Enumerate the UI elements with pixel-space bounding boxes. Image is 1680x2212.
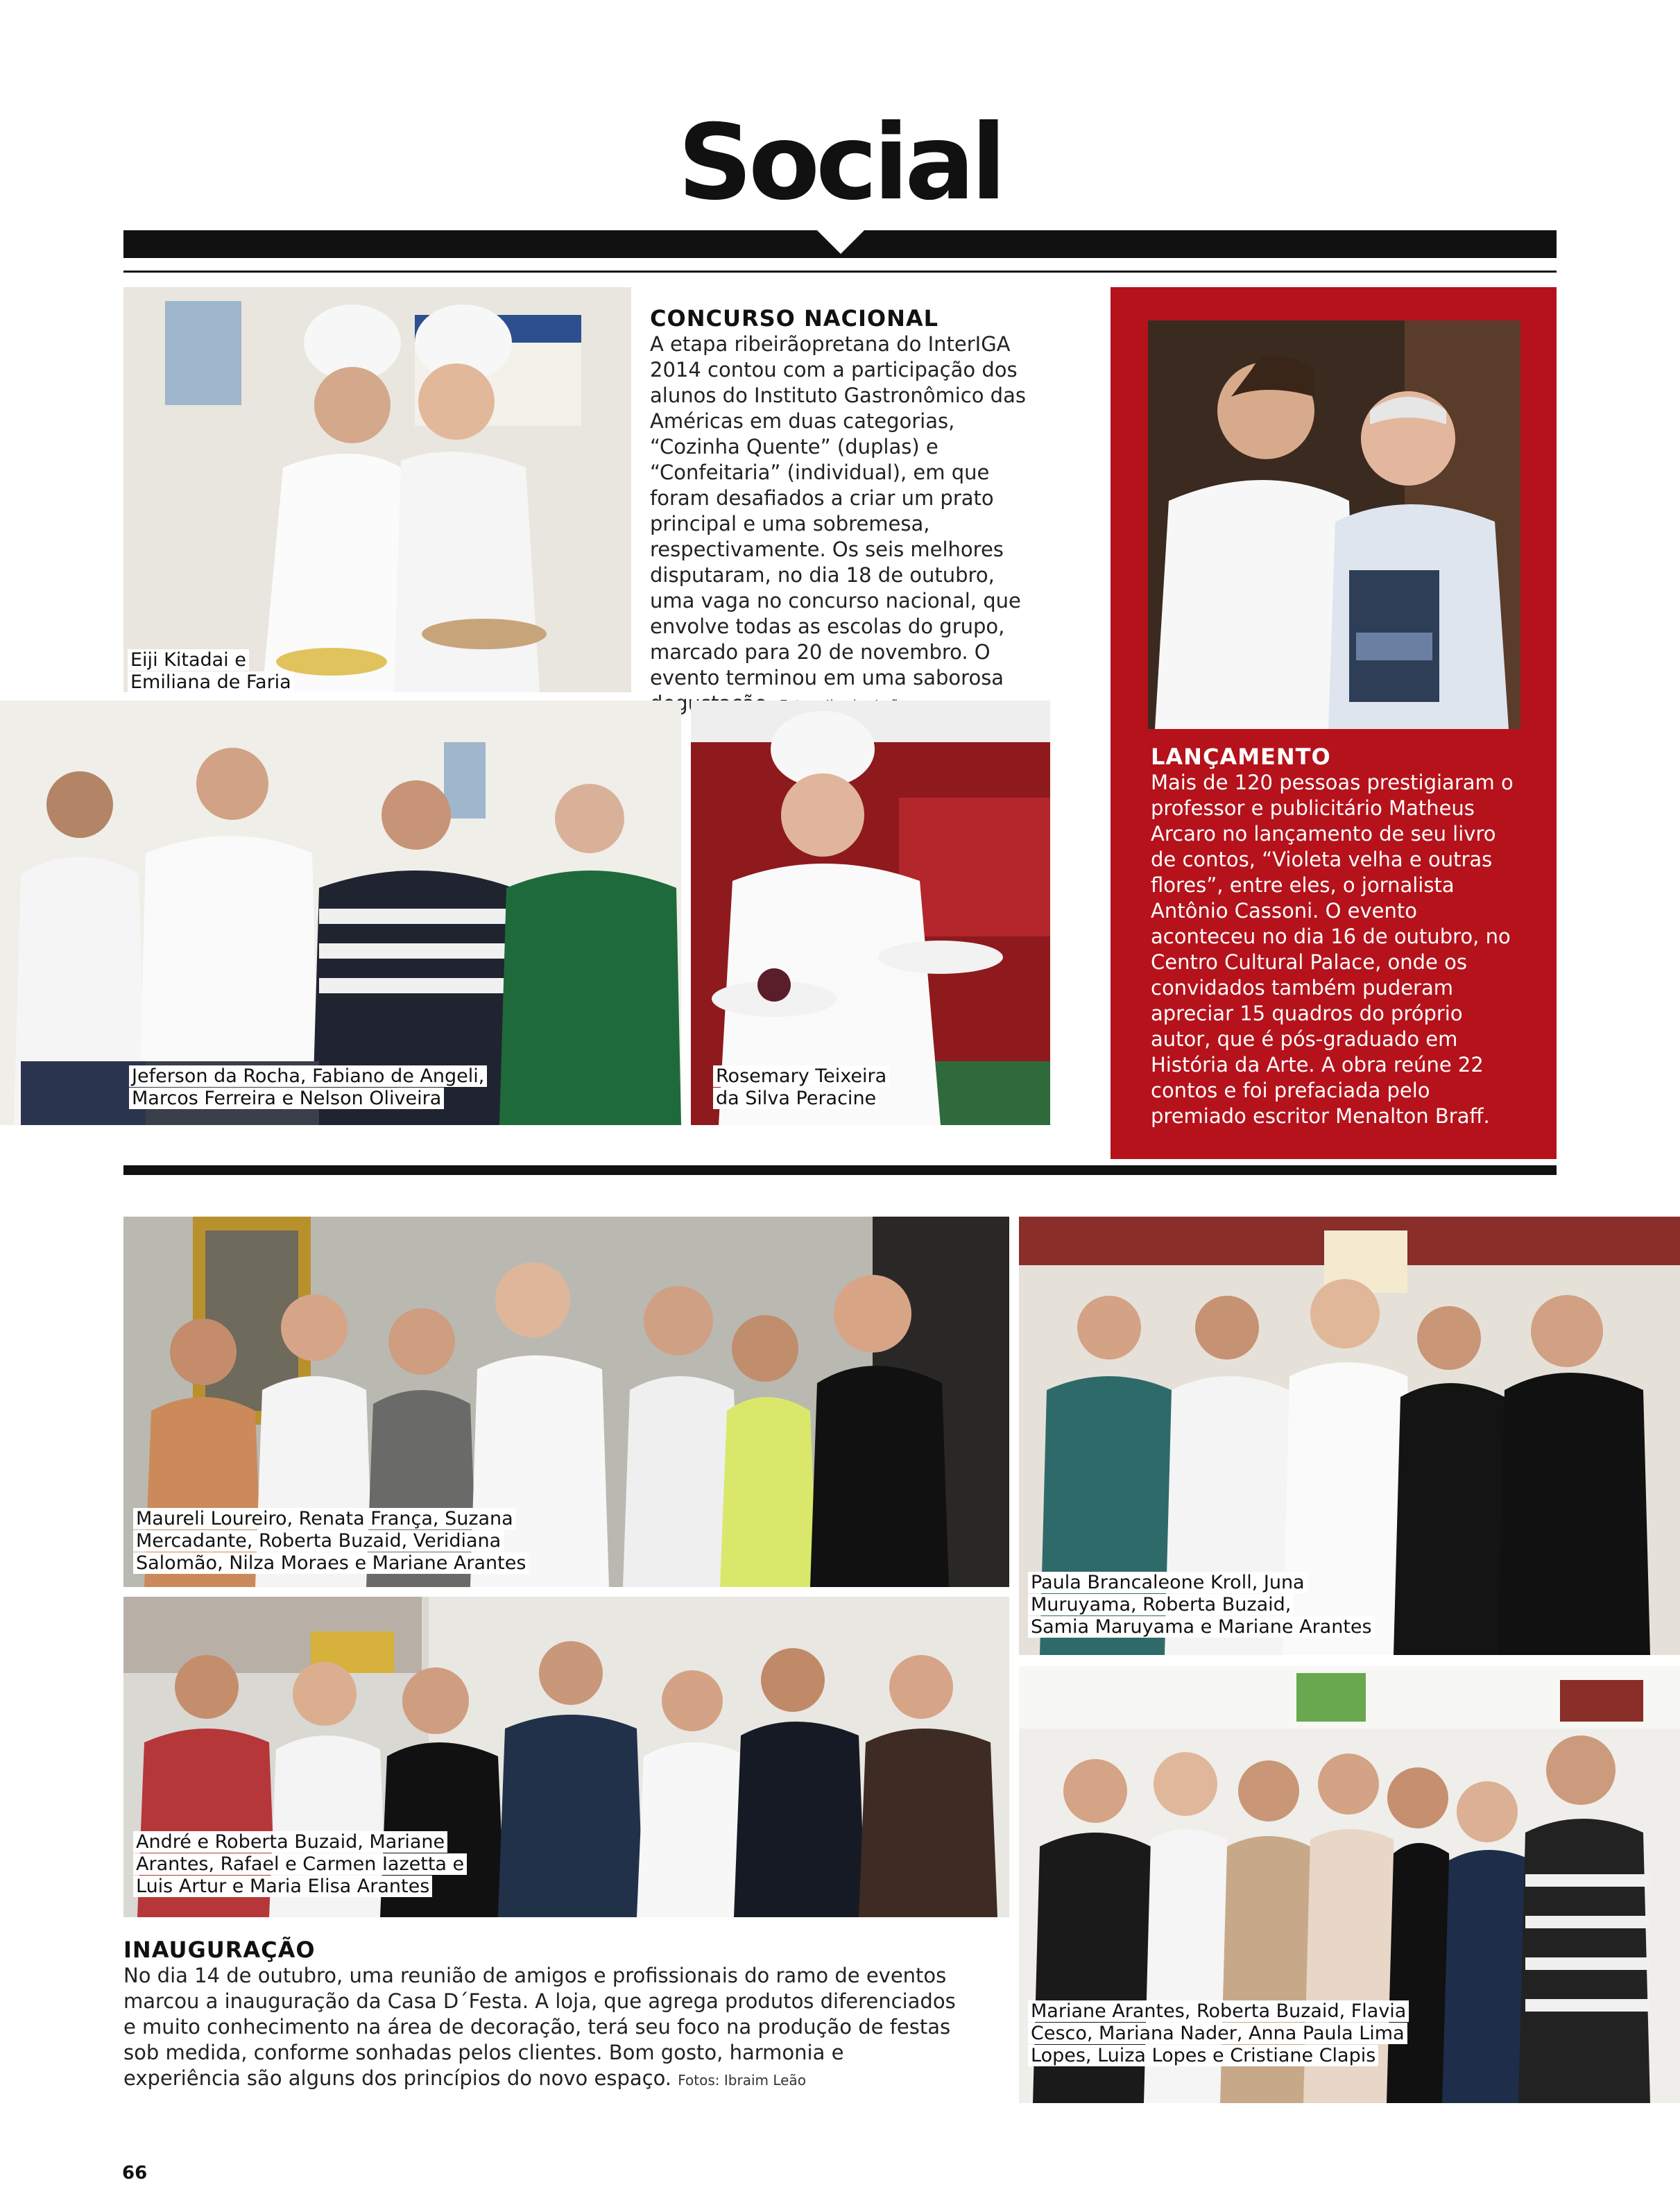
photo-book-launch	[1148, 320, 1520, 729]
caption-four-men	[129, 1065, 487, 1110]
concurso-heading: CONCURSO NACIONAL	[650, 305, 939, 332]
caption-group-store-women	[1028, 2000, 1409, 2067]
caption-line: André e Roberta Buzaid, Mariane	[133, 1831, 447, 1853]
caption-line: Muruyama, Roberta Buzaid,	[1028, 1594, 1294, 1615]
caption-line: Eiji Kitadai e	[128, 649, 249, 671]
lancamento-body: Mais de 120 pessoas prestigiaram o professor e publicitário Matheus Arcaro no lançamento de seu livro de contos, “Violeta velha e outras flores”, entre eles, o jornalista Antônio Cassoni. O evento aconteceu no dia 16 de outubro, no Centro Cultural Palace, onde os convidados também puderam apreciar 15 quadros do próprio autor, que é pós-graduado em História da Arte. A obra reúne 22 contos e foi prefaciada pelo premiado escritor Menalton Braff.	[1151, 771, 1514, 1128]
caption-line: Samia Maruyama e Mariane Arantes	[1028, 1616, 1375, 1638]
caption-chefs-duo	[128, 649, 294, 694]
caption-line: Marcos Ferreira e Nelson Oliveira	[129, 1088, 444, 1109]
caption-line: Luis Artur e Maria Elisa Arantes	[133, 1876, 432, 1897]
photo-four-men	[0, 701, 681, 1125]
caption-line: Mercadante, Roberta Buzaid, Veridiana	[133, 1530, 504, 1552]
caption-confeitaria-chef	[713, 1065, 889, 1110]
caption-line: Emiliana de Faria	[128, 671, 294, 693]
page-number: 66	[122, 2163, 148, 2184]
caption-line: Paula Brancaleone Kroll, Juna	[1028, 1572, 1308, 1593]
inauguracao-heading: INAUGURAÇÃO	[123, 1937, 316, 1963]
lancamento-heading: LANÇAMENTO	[1151, 744, 1331, 770]
caption-line: Salomão, Nilza Moraes e Mariane Arantes	[133, 1552, 529, 1574]
caption-group-five-women	[1028, 1572, 1375, 1638]
caption-line: Rosemary Teixeira	[713, 1065, 889, 1087]
caption-line: da Silva Peracine	[713, 1088, 879, 1109]
header-notch	[816, 229, 866, 254]
caption-line: Arantes, Rafael e Carmen Iazetta e	[133, 1853, 467, 1875]
header-thin-rule	[123, 271, 1557, 273]
caption-mixed-group	[133, 1831, 467, 1898]
caption-line: Cesco, Mariana Nader, Anna Paula Lima	[1028, 2023, 1407, 2044]
inauguracao-body-text: No dia 14 de outubro, uma reunião de amigos e profissionais do ramo de eventos marcou a inauguração da Casa D´Festa. A loja, que agrega produtos diferenciados e muito conhecimento na área de decoração, terá seu foco na produção de festas sob medida, conforme sonhadas pelos clientes. Bom gosto, harmonia e experiência são alguns dos princípios do novo espaço.	[123, 1964, 956, 2090]
caption-line: Lopes, Luiza Lopes e Cristiane Clapis	[1028, 2045, 1378, 2066]
photo-confeitaria-chef	[691, 701, 1050, 1125]
caption-line: Maureli Loureiro, Renata França, Suzana	[133, 1508, 516, 1529]
inauguracao-body	[123, 1963, 956, 2093]
caption-group-seven-women	[133, 1508, 529, 1575]
inauguracao-photo-credit: Fotos: Ibraim Leão	[678, 2072, 806, 2089]
caption-line: Mariane Arantes, Roberta Buzaid, Flavia	[1028, 2000, 1409, 2022]
concurso-body-text: A etapa ribeirãopretana do InterIGA 2014 contou com a participação dos alunos do Instituto Gastronômico das Américas em duas categorias, “Cozinha Quente” (duplas) e “Confeitaria” (individual), em que foram desafiados a criar um prato principal e uma sobremesa, respectivamente. Os seis melhores disputaram, no dia 18 de outubro, uma vaga no concurso nacional, que envolve todas as escolas do grupo, marcado para 20 de novembro. O evento terminou em uma saborosa	[650, 332, 1026, 689]
caption-line: Jeferson da Rocha, Fabiano de Angeli,	[129, 1065, 487, 1087]
section-divider	[123, 1165, 1557, 1175]
concurso-body	[650, 332, 1038, 719]
section-title: Social	[677, 103, 1003, 223]
photo-chefs-duo	[123, 287, 631, 692]
